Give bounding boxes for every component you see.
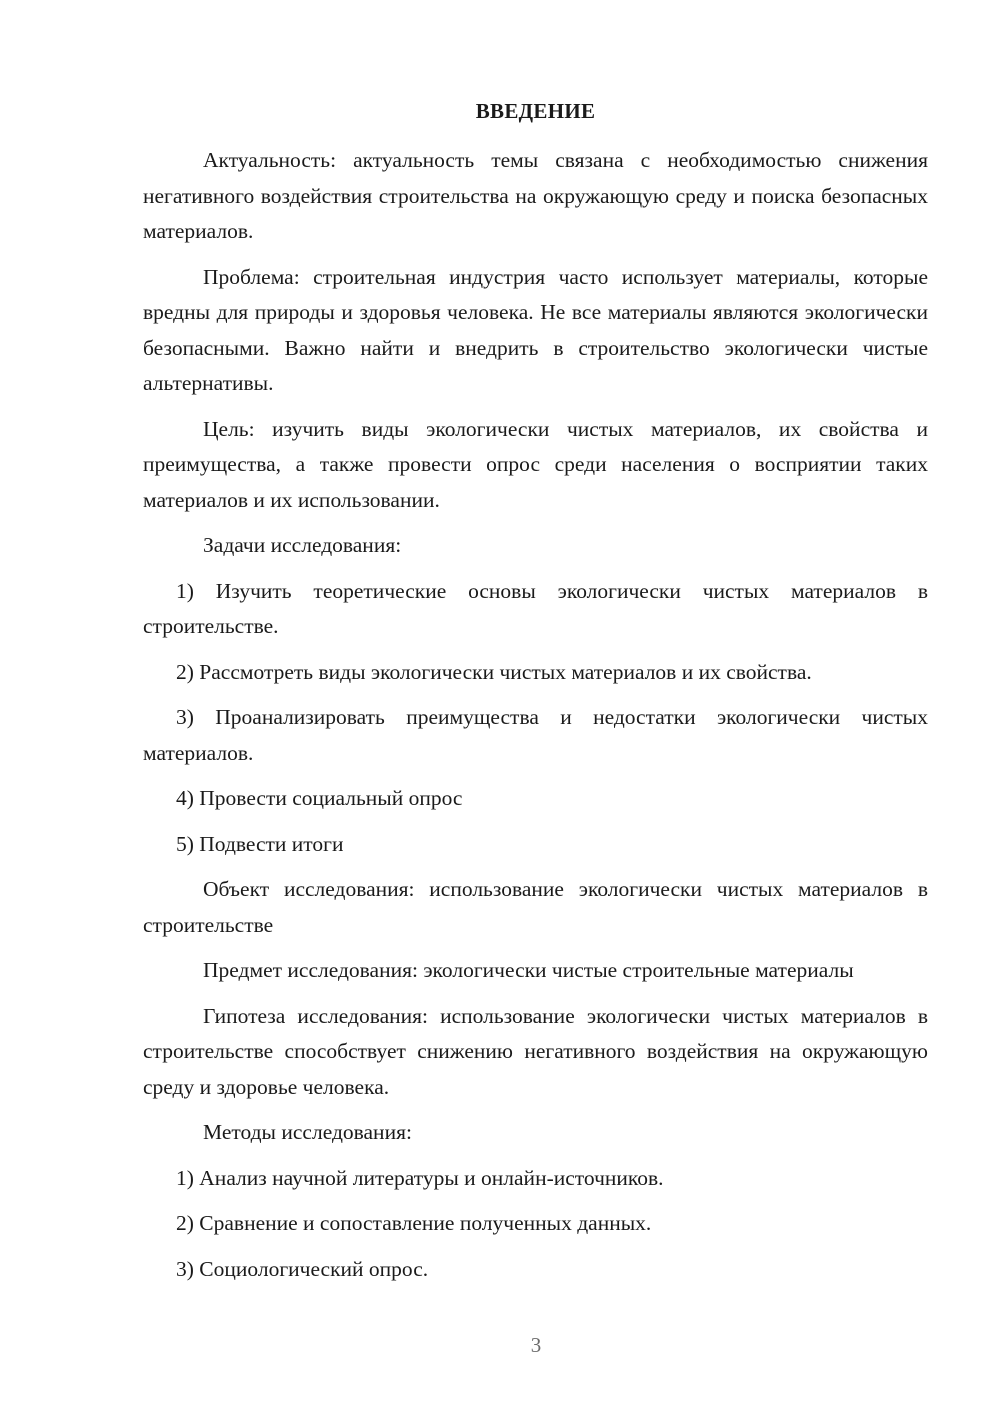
section-heading: ВВЕДЕНИЕ [475, 99, 596, 123]
tasks-title: Задачи исследования: [203, 533, 402, 557]
paragraph-hypothesis: Гипотеза исследования: использование экологически чистых материалов в строительстве способствует снижению негативного воздействия на окружающую среду и здоровье человека. [143, 1003, 928, 1099]
list-item-task-3: 3) Проанализировать преимущества и недостатки экологически чистых материалов. [143, 705, 928, 765]
list-item-method-3: 3) Социологический опрос. [176, 1256, 429, 1281]
list-item-task-5: 5) Подвести итоги [176, 831, 344, 856]
paragraph-subject: Предмет исследования: экологически чистые строительные материалы [203, 958, 854, 982]
list-item-task-1: 1) Изучить теоретические основы экологически чистых материалов в строительстве. [143, 578, 928, 638]
paragraph-relevance: Актуальность: актуальность темы связана с необходимостью снижения негативного воздействия строительства на окружающую среду и поиска безопасных материалов. [143, 148, 928, 243]
list-item-task-4: 4) Провести социальный опрос [176, 786, 463, 810]
list-item-method-1: 1) Анализ научной литературы и онлайн-источников. [176, 1165, 664, 1190]
methods-title: Методы исследования: [203, 1120, 412, 1144]
page-number: 3 [530, 1333, 542, 1357]
paragraph-object: Объект исследования: использование экологически чистых материалов в строительстве [143, 877, 928, 937]
page-content [143, 94, 928, 1297]
paragraph-goal: Цель: изучить виды экологически чистых материалов, их свойства и преимущества, а также провести опрос среди населения о восприятии таких материалов и их использовании. [143, 416, 928, 512]
list-item-method-2: 2) Сравнение и сопоставление полученных данных. [176, 1211, 652, 1235]
list-item-task-2: 2) Рассмотреть виды экологически чистых материалов и их свойства. [176, 659, 812, 684]
paragraph-problem: Проблема: строительная индустрия часто использует материалы, которые вредны для природы и здоровья человека. Не все материалы являются экологически безопасными. Важно найти и внедрить в строительство экологически чистые альтернативы. [143, 264, 928, 395]
